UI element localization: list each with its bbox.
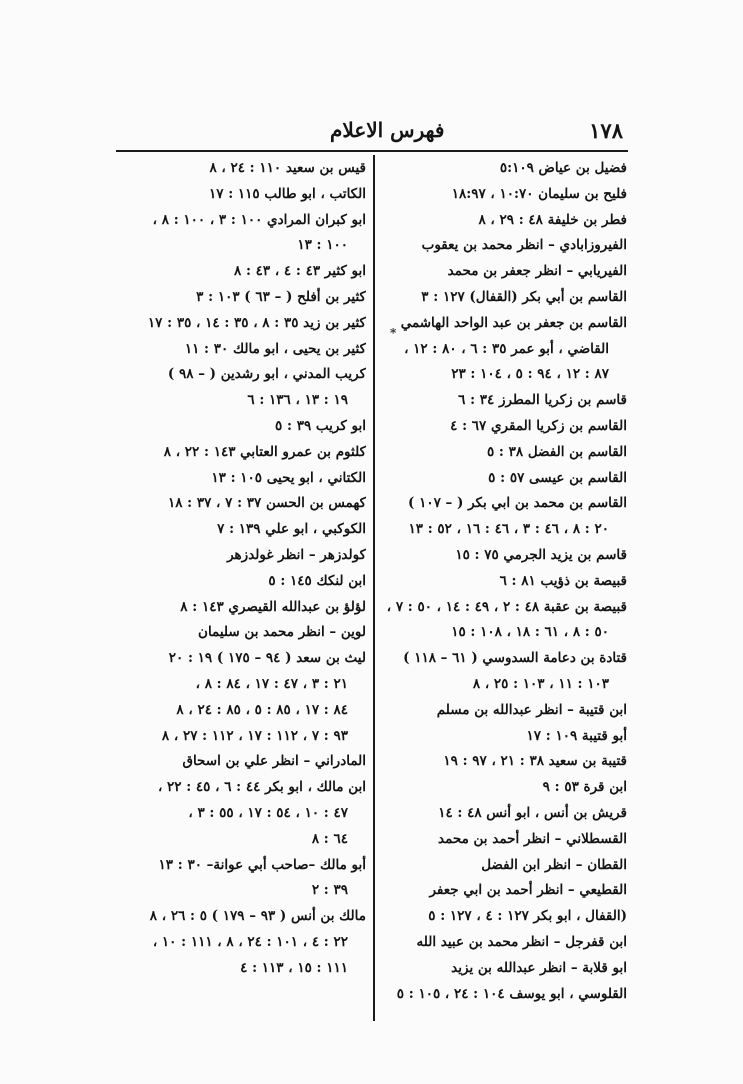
index-entry-continuation: ٨٧ : ١٢ ، ٩٤ : ٥ ، ١٠٤ : ٢٣ <box>451 366 609 383</box>
index-entry: الكتاني ، ابو يحيى ١٠٥ : ١٣ <box>211 469 366 486</box>
index-entry: قاسم بن زكريا المطرز ٣٤ : ٦ <box>458 392 627 409</box>
index-entry: أبو قتيبة ١٠٩ : ١٧ <box>526 727 627 744</box>
column-divider <box>373 155 375 1021</box>
index-entry: فليح بن سليمان ١٠:٧٠ ، ١٨:٩٧ <box>451 185 627 202</box>
index-entry: كهمس بن الحسن ٣٧ : ٧ ، ٣٧ : ١٨ <box>167 495 366 512</box>
index-entry: ابن قفرجل – انظر محمد بن عبيد الله <box>416 933 627 950</box>
index-entry: القلوسي ، ابو يوسف ١٠٤ : ٢٤ ، ١٠٥ : ٥ <box>396 985 627 1002</box>
index-entry-continuation: ٢٠ : ٨ ، ٤٦ : ٣ ، ٤٦ : ١٦ ، ٥٢ : ١٣ <box>408 521 609 538</box>
index-entry: القاسم بن عيسى ٥٧ : ٥ <box>488 469 627 486</box>
index-entry: قيس بن سعيد ١١٠ : ٢٤ ، ٨ <box>209 160 366 176</box>
index-entry-continuation: ٣٩ : ٢ <box>311 882 348 899</box>
index-entry: القاسم بن جعفر بن عبد الواحد الهاشمي <box>400 314 627 331</box>
index-entry: كريب المدني ، ابو رشدين ( – ٩٨ ) <box>167 366 366 383</box>
index-entry: أبو مالك –صاحب أبي عوانة– ٣٠ : ١٣ <box>158 856 366 873</box>
index-entry: ابن قرة ٥٣ : ٩ <box>542 779 627 796</box>
index-entry: القطان – انظر ابن الفضل <box>481 856 627 873</box>
index-entry: الكوكبي ، ابو علي ١٣٩ : ٧ <box>217 521 366 538</box>
index-entry: المادراني – انظر علي بن اسحاق <box>182 753 366 770</box>
index-entry: الفيريابي – انظر جعفر بن محمد <box>447 263 627 280</box>
index-entry-continuation: ٢١ : ٣ ، ٤٧ : ١٧ ، ٨٤ : ٨ ، <box>195 675 348 692</box>
index-entry: فطر بن خليفة ٤٨ : ٢٩ ، ٨ <box>478 211 627 228</box>
margin-asterisk: * <box>390 326 397 340</box>
index-entry-continuation: ٥٠ : ٨ ، ٦١ : ١٨ ، ١٠٨ : ١٥ <box>451 624 609 641</box>
index-entry: ليث بن سعد ( ٩٤ – ١٧٥ ) ١٩ : ٢٠ <box>168 650 366 667</box>
index-entry: الكاتب ، ابو طالب ١١٥ : ١٧ <box>209 185 366 202</box>
index-entry: كثير بن يحيى ، ابو مالك ٣٠ : ١١ <box>184 340 366 357</box>
header-rule <box>116 150 628 152</box>
index-entry: فضيل بن عياض ٥:١٠٩ <box>499 160 627 176</box>
index-entry-continuation: ١٠٣ : ١١ ، ١٠٣ : ٢٥ ، ٨ <box>472 675 609 692</box>
index-column-left <box>116 156 366 982</box>
index-entry-continuation: ١٩ : ١٣ ، ١٣٦ : ٦ <box>247 392 348 409</box>
index-entry: ابن لنكك ١٤٥ : ٥ <box>268 572 366 589</box>
index-entry: الفيروزابادي – انظر محمد بن يعقوب <box>421 237 627 254</box>
index-entry: القسطلاني – انظر أحمد بن محمد <box>437 830 627 847</box>
index-entry-continuation: ١٠٠ : ١٣ <box>297 237 348 254</box>
index-entry: القاسم بن زكريا المقري ٦٧ : ٤ <box>450 417 627 434</box>
index-entry: لوين – انظر محمد بن سليمان <box>198 624 366 641</box>
index-entry: كثير بن زيد ٣٥ : ٨ ، ٣٥ : ١٤ ، ٣٥ : ١٧ <box>147 314 366 331</box>
index-entry: كولدزهر – انظر غولدزهر <box>227 546 366 563</box>
index-entry: قريش بن أنس ، ابو أنس ٤٨ : ١٤ <box>438 804 627 821</box>
index-entry: (القفال ، ابو بكر ١٢٧ : ٤ ، ١٢٧ : ٥ <box>428 908 627 925</box>
index-entry: ابو كثير ٤٣ : ٤ ، ٤٣ : ٨ <box>233 263 366 280</box>
index-entry: كلثوم بن عمرو العتابي ١٤٣ : ٢٢ ، ٨ <box>163 443 366 460</box>
index-entry: قبيصة بن ذؤيب ٨١ : ٦ <box>499 572 627 589</box>
index-entry-continuation: القاضي ، أبو عمر ٣٥ : ٦ ، ٨٠ : ١٢ ، <box>404 340 609 357</box>
index-entry: قتيبة بن سعيد ٣٨ : ٢١ ، ٩٧ : ١٩ <box>443 753 627 770</box>
index-entry-continuation: ٤٧ : ١٠ ، ٥٤ : ١٧ ، ٥٥ : ٣ ، <box>188 804 348 821</box>
index-entry-continuation: ٦٤ : ٨ <box>311 830 348 847</box>
index-entry: قاسم بن يزيد الجرمي ٧٥ : ١٥ <box>455 546 627 563</box>
index-entry: القاسم بن الفضل ٣٨ : ٥ <box>486 443 627 460</box>
index-entry-continuation: ٢٢ : ٤ ، ١٠١ : ٢٤ ، ٨ ، ١١١ : ١٠ ، <box>152 933 348 950</box>
index-entry: كثير بن أفلح ( – ٦٣ ) ١٠٣ : ٣ <box>196 288 366 305</box>
page-number: ١٧٨ <box>589 118 623 143</box>
index-entry: القاسم بن أبي بكر (القفال) ١٢٧ : ٣ <box>421 288 627 305</box>
page-title: فهرس الاعلام <box>330 118 445 142</box>
index-entry: ابن قتيبة – انظر عبدالله بن مسلم <box>436 701 627 718</box>
index-entry: ابو كبران المرادي ١٠٠ : ٣ ، ١٠٠ : ٨ ، <box>152 211 366 228</box>
index-entry: لؤلؤ بن عبدالله القيصري ١٤٣ : ٨ <box>180 598 366 615</box>
index-entry: ابن مالك ، ابو بكر ٤٤ : ٦ ، ٤٥ : ٢٢ ، <box>157 779 366 796</box>
index-entry: ابو قلابة – انظر عبدالله بن يزيد <box>451 959 627 976</box>
index-entry: القطيعي – انظر أحمد بن ابي جعفر <box>429 882 627 899</box>
index-entry-continuation: ١١١ : ١٥ ، ١١٣ : ٤ <box>240 959 348 976</box>
index-entry: مالك بن أنس ( ٩٣ – ١٧٩ ) ٥ : ٢٦ ، ٨ <box>149 908 366 925</box>
index-entry: قبيصة بن عقبة ٤٨ : ٢ ، ٤٩ : ١٤ ، ٥٠ : ٧ ، <box>386 598 627 615</box>
index-column-right <box>383 156 627 1007</box>
index-entry: ابو كريب ٣٩ : ٥ <box>275 417 366 434</box>
index-entry-continuation: ٨٤ : ١٧ ، ٨٥ : ٥ ، ٨٥ : ٢٤ ، ٨ <box>176 701 348 718</box>
index-entry: القاسم بن محمد بن ابي بكر ( – ١٠٧ ) <box>407 495 627 512</box>
index-entry: قتادة بن دعامة السدوسي ( ٦١ – ١١٨ ) <box>403 650 627 667</box>
index-entry-continuation: ٩٣ : ٧ ، ١١٢ : ١٧ ، ١١٢ : ٢٧ ، ٨ <box>161 727 348 744</box>
